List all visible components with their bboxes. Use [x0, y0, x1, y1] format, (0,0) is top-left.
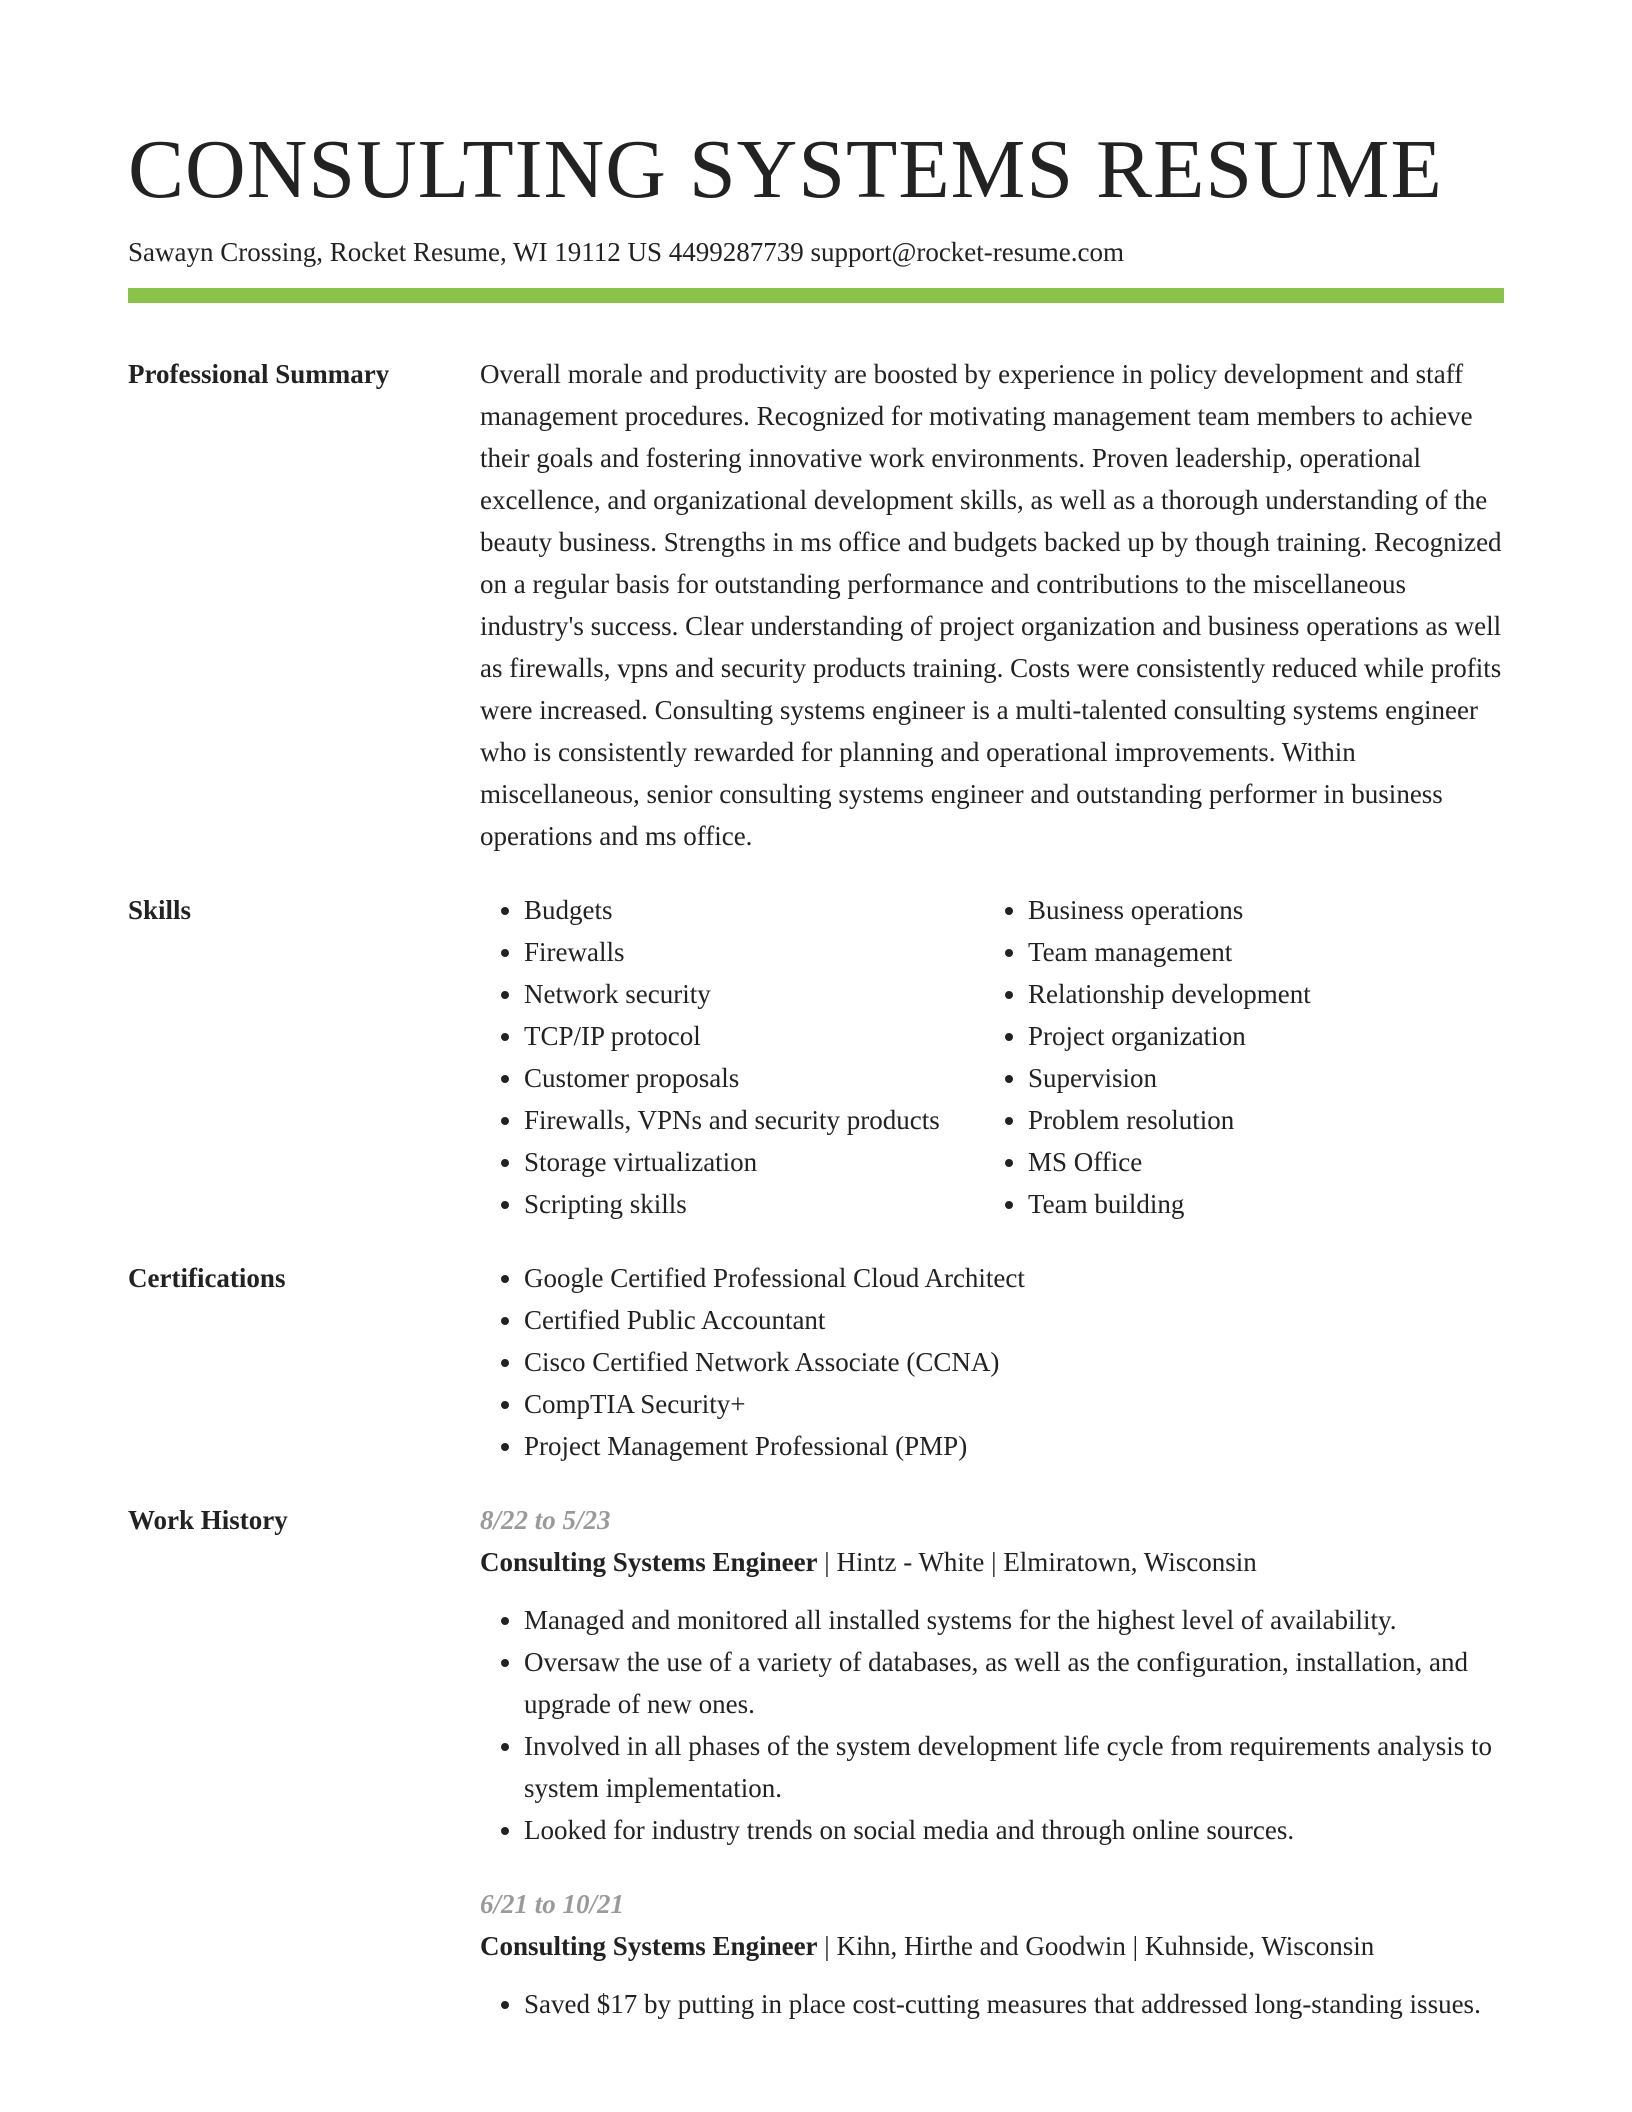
work-history-list	[480, 1499, 1504, 2025]
certification-item: • CompTIA Security+	[524, 1383, 1504, 1425]
skill-item: • Firewalls	[524, 931, 984, 973]
certification-item: • Google Certified Professional Cloud Architect	[524, 1257, 1504, 1299]
skill-item: • Relationship development	[1028, 973, 1504, 1015]
job-employer: | Hintz - White | Elmiratown, Wisconsin	[817, 1547, 1257, 1577]
skill-item: • Firewalls, VPNs and security products	[524, 1099, 984, 1141]
skills-column-2	[984, 889, 1504, 1225]
contact-line: Sawayn Crossing, Rocket Resume, WI 19112 US 4499287739 support@rocket-resume.com	[128, 237, 1124, 267]
job-bullets	[480, 1983, 1504, 2025]
skill-item: • Problem resolution	[1028, 1099, 1504, 1141]
certifications-section	[128, 1257, 1504, 1467]
job-heading	[480, 1541, 1504, 1583]
skill-item: • Scripting skills	[524, 1183, 984, 1225]
skill-item: • Budgets	[524, 889, 984, 931]
job-bullet: • Involved in all phases of the system development life cycle from requirements analysis to system implementation.	[524, 1725, 1504, 1809]
resume-title: CONSULTING SYSTEMS RESUME	[128, 123, 1443, 216]
job-title: Consulting Systems Engineer	[480, 1547, 818, 1577]
job-bullet: • Saved $17 by putting in place cost-cutting measures that addressed long-standing issues.	[524, 1983, 1504, 2025]
job-bullet: • Oversaw the use of a variety of databases, as well as the configuration, installation, and upgrade of new ones.	[524, 1641, 1504, 1725]
certification-item: • Certified Public Accountant	[524, 1299, 1504, 1341]
skill-item: • TCP/IP protocol	[524, 1015, 984, 1057]
skill-item: • Storage virtualization	[524, 1141, 984, 1183]
summary-section	[128, 353, 1504, 857]
job-bullet: • Looked for industry trends on social media and through online sources.	[524, 1809, 1504, 1851]
job-entry	[480, 1499, 1504, 1851]
resume-page	[128, 0, 1504, 2025]
summary-text: Overall morale and productivity are boosted by experience in policy development and staff management procedures. Recognized for motivating management team members to achieve their goals and fostering innovative work environments. Proven leadership, operational excellence, and organizational development skills, as well as a thorough understanding of the beauty business. Strengths in ms office and budgets backed up by though training. Recognized on a regular basis for outstanding performance and contributions to the miscellaneous industry's success. Clear understanding of project organization and business operations as well as firewalls, vpns and security products training. Costs were consistently reduced while profits were increased. Consulting systems engineer is a multi-talented consulting systems engineer who is consistently rewarded for planning and operational improvements. Within miscellaneous, senior consulting systems engineer and outstanding performer in business operations and ms office.	[480, 359, 1502, 851]
skills-column-1	[480, 889, 984, 1225]
job-bullet: • Managed and monitored all installed systems for the highest level of availability.	[524, 1599, 1504, 1641]
skill-item: • Customer proposals	[524, 1057, 984, 1099]
job-date: 8/22 to 5/23	[480, 1505, 611, 1535]
job-entry	[480, 1883, 1504, 2025]
skill-item: • MS Office	[1028, 1141, 1504, 1183]
certifications-label: Certifications	[128, 1263, 286, 1293]
job-title: Consulting Systems Engineer	[480, 1931, 818, 1961]
job-bullets	[480, 1599, 1504, 1851]
skills-label: Skills	[128, 895, 192, 925]
work-history-section	[128, 1499, 1504, 2025]
skills-list	[480, 889, 1504, 1225]
skill-item: • Team management	[1028, 931, 1504, 973]
job-heading	[480, 1925, 1504, 1967]
skills-section	[128, 889, 1504, 1225]
skill-item: • Project organization	[1028, 1015, 1504, 1057]
work-history-label: Work History	[128, 1505, 288, 1535]
skill-item: • Supervision	[1028, 1057, 1504, 1099]
accent-divider	[128, 288, 1504, 303]
skill-item: • Business operations	[1028, 889, 1504, 931]
skill-item: • Team building	[1028, 1183, 1504, 1225]
certification-item: • Project Management Professional (PMP)	[524, 1425, 1504, 1467]
summary-label: Professional Summary	[128, 359, 390, 389]
skill-item: • Network security	[524, 973, 984, 1015]
certification-item: • Cisco Certified Network Associate (CCNA)	[524, 1341, 1504, 1383]
job-date: 6/21 to 10/21	[480, 1889, 625, 1919]
job-employer: | Kihn, Hirthe and Goodwin | Kuhnside, Wisconsin	[817, 1931, 1375, 1961]
certifications-list	[480, 1257, 1504, 1467]
